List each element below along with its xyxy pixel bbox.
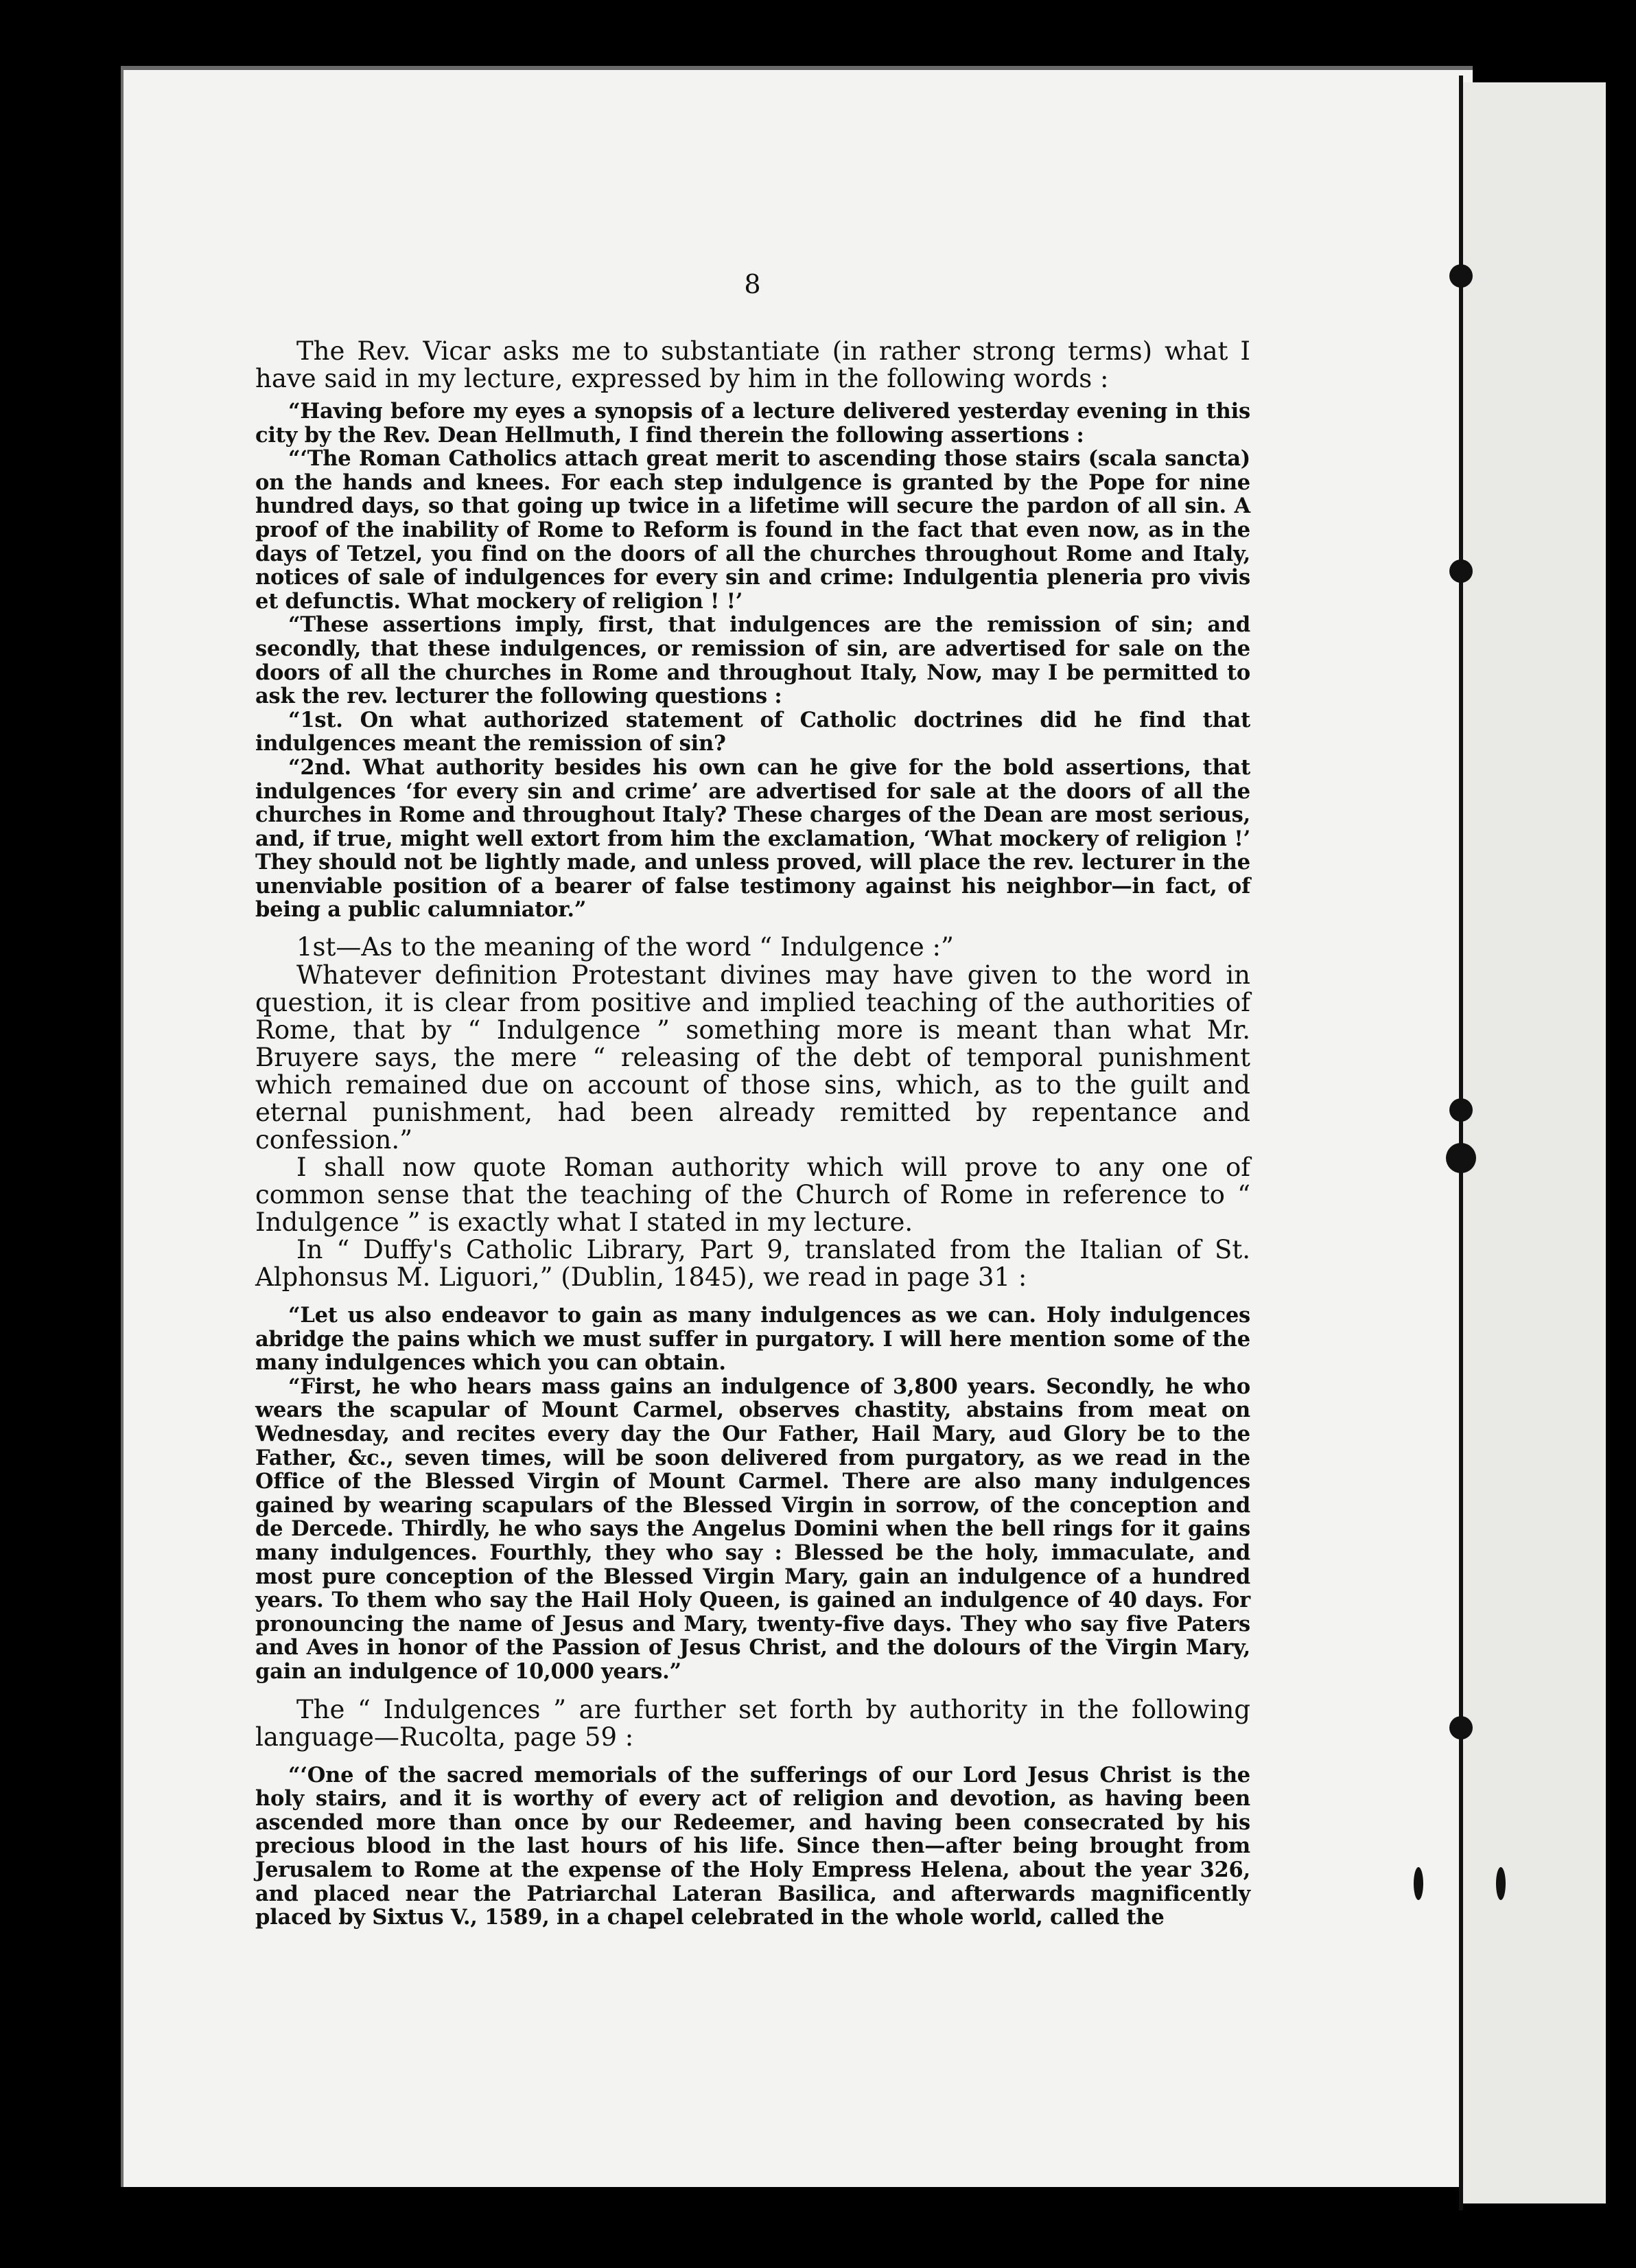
quoted-paragraph: “‘The Roman Catholics attach great merit to ascending those stairs (scala sancta) on the hands and knees. For each step indulgence is granted by the Pope for nine hundred days, so that going up twice in a lifetime will secure the pardon of all sin. A proof of the inability of Rome to Reform is found in the fact that even now, as in the days of Tetzel, you find on the doors of all the churches throughout Rome and Italy, notices of sale of indulgences for every sin and crime: Indulgentia pleneria pro vivis et defunctis. What mockery of religion ! !’ [255, 446, 1250, 614]
quoted-paragraph: “Having before my eyes a synopsis of a lecture delivered yesterday evening in this city by the Rev. Dean Hellmuth, I find therein the following assertions : [255, 399, 1250, 448]
binding-thread-mark [1449, 1098, 1473, 1122]
body-paragraph: The “ Indulgences ” are further set forth by authority in the following language—Rucolta, page 59 : [255, 1694, 1250, 1752]
body-paragraph: The Rev. Vicar asks me to substantiate (in rather strong terms) what I have said in my lecture, expressed by him in the following words : [255, 336, 1250, 393]
edge-dot [1496, 1867, 1506, 1900]
page-content [255, 269, 1250, 1930]
section-heading: 1st—As to the meaning of the word “ Indulgence :” [296, 932, 954, 962]
quoted-paragraph: “Let us also endeavor to gain as many indulgences as we can. Holy indulgences abridge the pains which we must suffer in purgatory. I will here mention some of the many indulgences which you can obtain. [255, 1303, 1250, 1376]
binding-thread-mark [1449, 264, 1473, 288]
page-number: 8 [744, 269, 762, 299]
quoted-paragraph: “First, he who hears mass gains an indulgence of 3,800 years. Secondly, he who wears the scapular of Mount Carmel, observes chastity, abstains from meat on Wednesday, and recites every day the Our Father, Hail Mary, aud Glory be to the Father, &c., seven times, will be soon delivered from purgatory, as we read in the Office of the Blessed Virgin of Mount Carmel. There are also many indulgences gained by wearing scapulars of the Blessed Virgin in sorrow, of the conception and de Dercede. Thirdly, he who says the Angelus Domini when the bell rings for it gains many indulgences. Fourthly, they who say : Blessed be the holy, immaculate, and most pure conception of the Blessed Virgin Mary, gain an indulgence of a hundred years. To them who say the Hail Holy Queen, is gained an indulgence of 40 days. For pronouncing the name of Jesus and Mary, twenty-five days. They who say five Paters and Aves in honor of the Passion of Jesus Christ, and the dolours of the Virgin Mary, gain an indulgence of 10,000 years.” [255, 1374, 1250, 1684]
quoted-paragraph: “‘One of the sacred memorials of the sufferings of our Lord Jesus Christ is the holy stairs, and it is worthy of every act of religion and devotion, as having been ascended more than once by our Redeemer, and having been consecrated by his precious blood in the last hours of his life. Since then—after being brought from Jerusalem to Rome at the expense of the Holy Empress Helena, about the year 326, and placed near the Patriarchal Lateran Basilica, and afterwards magnificently placed by Sixtus V., 1589, in a chapel celebrated in the whole world, called the [255, 1762, 1250, 1930]
edge-dot [1414, 1867, 1423, 1900]
binding-thread-mark [1446, 1143, 1476, 1173]
binding-thread-mark [1449, 559, 1473, 583]
quoted-paragraph: “These assertions imply, first, that indulgences are the remission of sin; and secondly, that these indulgences, or remission of sin, are advertised for sale on the doors of all the churches in Rome and throughout Italy, Now, may I be permitted to ask the rev. lecturer the following questions : [255, 612, 1250, 709]
quoted-paragraph: “1st. On what authorized statement of Catholic doctrines did he find that indulgences meant the remission of sin? [255, 707, 1250, 756]
binding-thread-mark [1449, 1716, 1473, 1739]
body-paragraph: I shall now quote Roman authority which will prove to any one of common sense that the teaching of the Church of Rome in reference to “ Indulgence ” is exactly what I stated in my lecture. [255, 1153, 1250, 1238]
adjacent-page-edge [1462, 82, 1606, 2203]
body-paragraph: Whatever definition Protestant divines may have given to the word in question, it is clear from positive and implied teaching of the authorities of Rome, that by “ Indulgence ” something more is meant than what Mr. Bruyere says, the mere “ releasing of the debt of temporal punishment which remained due on account of those sins, which, as to the guilt and eternal punishment, had been already remitted by repentance and confession.” [255, 960, 1250, 1155]
body-paragraph: In “ Duffy's Catholic Library, Part 9, translated from the Italian of St. Alphonsus M. Liguori,” (Dublin, 1845), we read in page 31 : [255, 1235, 1250, 1293]
quoted-paragraph: “2nd. What authority besides his own can he give for the bold assertions, that indulgences ‘for every sin and crime’ are advertised for sale at the doors of all the churches in Rome and throughout Italy? These charges of the Dean are most serious, and, if true, might well extort from him the exclamation, ‘What mockery of religion !’ They should not be lightly made, and unless proved, will place the rev. lecturer in the unenviable position of a bearer of false testimony against his neighbor—in fact, of being a public calumniator.” [255, 754, 1250, 923]
